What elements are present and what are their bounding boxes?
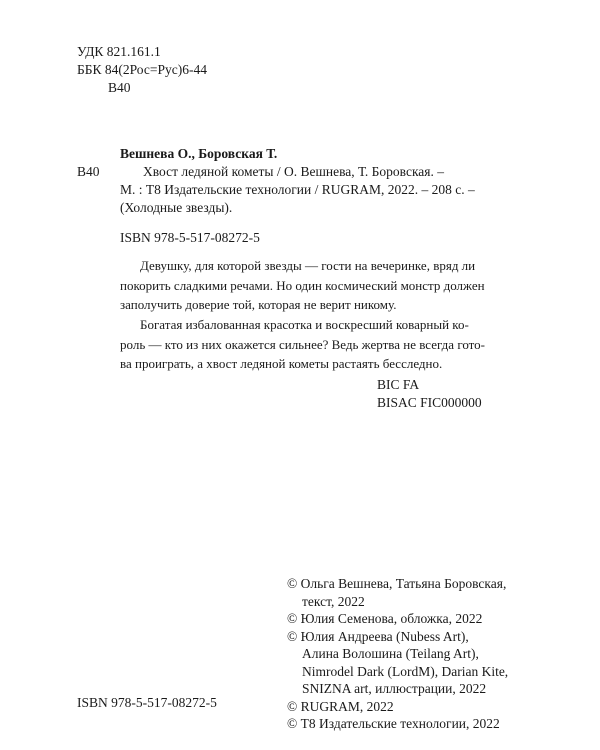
- copyright-line: © Юлия Семенова, обложка, 2022: [287, 611, 483, 626]
- copyright-block: [287, 575, 508, 733]
- copyright-line: © RUGRAM, 2022: [287, 698, 394, 714]
- author-code-top: В40: [108, 80, 131, 95]
- annotation-line: покорить сладкими речами. Но один космический монстр должен: [120, 277, 485, 293]
- udk-code: УДК 821.161.1: [77, 44, 161, 59]
- annotation-line: роль — кто из них окажется сильнее? Ведь жертва не всегда гото-: [120, 336, 485, 352]
- copyright-line: © Т8 Издательские технологии, 2022: [287, 716, 500, 731]
- bib-line-2: М. : Т8 Издательские технологии / RUGRAM, 2022. – 208 с. –: [120, 182, 475, 197]
- annotation-line: Девушку, для которой звезды — гости на вечеринке, вряд ли: [140, 258, 476, 273]
- annotation-line: ва проиграть, а хвост ледяной кометы растаять бесследно.: [120, 356, 443, 371]
- bib-line-1: Хвост ледяной кометы / О. Вешнева, Т. Боровская. –: [143, 164, 444, 179]
- bbk-code: ББК 84(2Рос=Рус)6-44: [77, 62, 207, 77]
- bic-code: BIC FA: [377, 377, 420, 392]
- isbn: ISBN 978-5-517-08272-5: [120, 230, 260, 245]
- annotation-paragraph-1: [120, 256, 492, 315]
- authors-heading: Вешнева О., Боровская Т.: [120, 146, 278, 161]
- annotation-paragraph-2: [120, 315, 492, 374]
- copyright-line: SNIZNA art, иллюстрации, 2022: [302, 681, 487, 696]
- copyright-line: © Ольга Вешнева, Татьяна Боровская,: [287, 576, 507, 591]
- author-code: В40: [77, 164, 100, 179]
- bottom-isbn: ISBN 978-5-517-08272-5: [77, 695, 217, 710]
- bisac-code: BISAC FIC000000: [377, 395, 482, 410]
- copyright-line: Алина Волошина (Teilang Art),: [302, 646, 479, 661]
- copyright-line: текст, 2022: [302, 593, 365, 609]
- bib-line-3: (Холодные звезды).: [120, 200, 233, 215]
- copyright-line: Nimrodel Dark (LordM), Darian Kite,: [302, 663, 509, 679]
- annotation-line: заполучить доверие той, которая не верит никому.: [120, 297, 397, 312]
- annotation-line: Богатая избалованная красотка и воскресший коварный ко-: [140, 317, 469, 332]
- copyright-line: © Юлия Андреева (Nubess Art),: [287, 628, 469, 644]
